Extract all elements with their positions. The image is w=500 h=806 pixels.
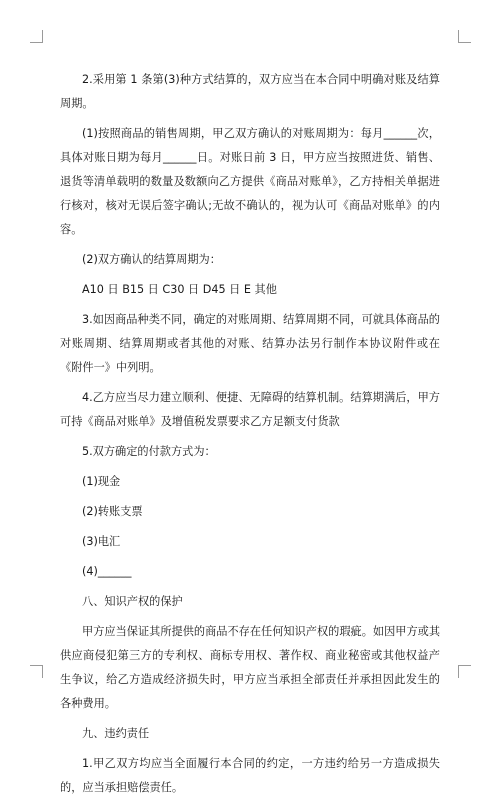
paragraph-payment-other: (4)______	[82, 565, 132, 578]
paragraph-reconciliation-period: (1)按照商品的销售周期，甲乙双方确认的对账周期为：每月______次，具体对账日期为每月______日。对账日前 3 日，甲方应当按照进货、销售、退货等清单载明的数量及数额向乙方提供《商品对账单》，乙方持相关单据进行核对，核对无误后签字确认;无故不确认的，视为认可《商品对账单》的内容。	[60, 127, 440, 236]
paragraph-payment-wire: (3)电汇	[82, 535, 121, 548]
paragraph-settlement-period-label: (2)双方确认的结算周期为：	[82, 253, 221, 266]
section-heading-ip: 八、知识产权的保护	[82, 595, 183, 608]
document-body	[60, 68, 440, 806]
paragraph-payment-cash: (1)现金	[82, 475, 121, 488]
corner-mark-bottom-left	[30, 665, 43, 678]
paragraph-breach-liability: 1.甲乙双方均应当全面履行本合同的约定，一方违约给另一方造成损失的，应当承担赔偿责任。	[60, 757, 440, 794]
paragraph-settlement-options: A10 日 B15 日 C30 日 D45 日 E 其他	[82, 283, 277, 296]
paragraph-payment-method-label: 5.双方确定的付款方式为：	[82, 445, 216, 458]
paragraph-ip-protection: 甲方应当保证其所提供的商品不存在任何知识产权的瑕疵。如因甲方或其供应商侵犯第三方的专利权、商标专用权、著作权、商业秘密或其他权益产生争议，给乙方造成经济损失时，甲方应当承担全部责任并承担因此发生的各种费用。	[60, 625, 441, 710]
paragraph-different-periods: 3.如因商品种类不同，确定的对账周期、结算周期不同，可就具体商品的对账周期、结算周期或者其他的对账、结算办法另行制作本协议附件或在《附件一》中列明。	[60, 313, 440, 374]
paragraph-settlement-method: 2.采用第 1 条第(3)种方式结算的，双方应当在本合同中明确对账及结算周期。	[60, 73, 440, 110]
corner-mark-top-left	[30, 30, 43, 43]
paragraph-payment-transfer-check: (2)转账支票	[82, 505, 143, 518]
corner-mark-top-right	[458, 30, 471, 43]
paragraph-settlement-mechanism: 4.乙方应当尽力建立顺利、便捷、无障碍的结算机制。结算期满后，甲方可持《商品对账单》及增值税发票要求乙方足额支付货款	[60, 391, 440, 428]
corner-mark-bottom-right	[458, 665, 471, 678]
section-heading-breach: 九、违约责任	[82, 727, 150, 740]
